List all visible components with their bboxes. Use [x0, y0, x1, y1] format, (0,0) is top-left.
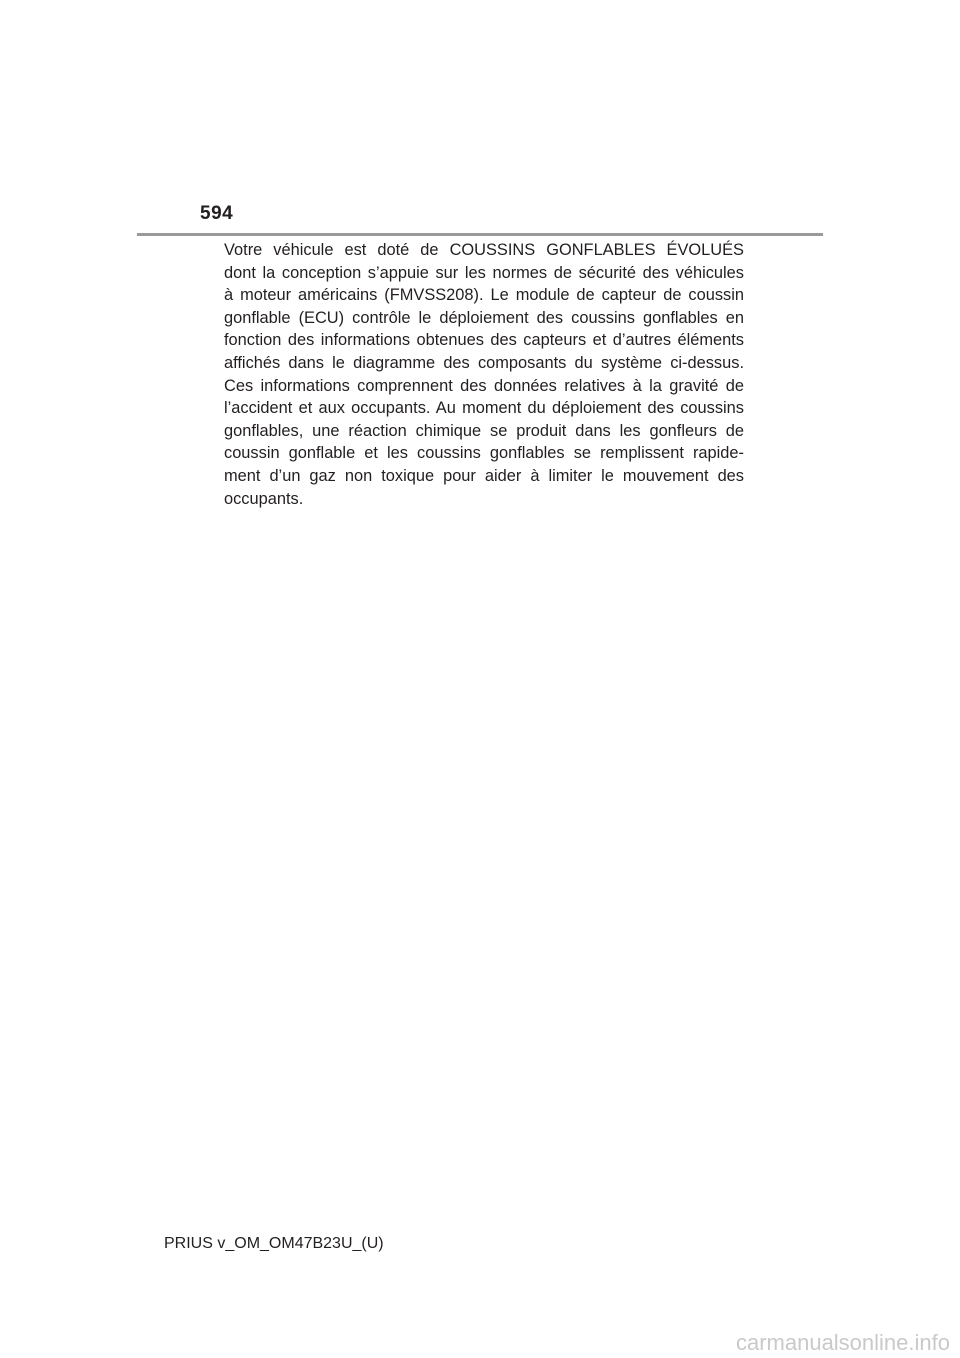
- body-paragraph: [224, 239, 744, 510]
- body-line: affichés dans le diagramme des composants du système ci-dessus.: [224, 353, 744, 372]
- body-line: ment d’un gaz non toxique pour aider à limiter le mouvement des: [224, 466, 744, 485]
- body-line: à moteur américains (FMVSS208). Le module de capteur de coussin: [224, 286, 744, 305]
- body-line: dont la conception s’appuie sur les normes de sécurité des véhicules: [224, 263, 744, 282]
- body-line: fonction des informations obtenues des capteurs et d’autres éléments: [224, 331, 744, 350]
- body-line: l’accident et aux occupants. Au moment du déploiement des coussins: [224, 399, 744, 418]
- body-line: gonflables, une réaction chimique se produit dans les gonfleurs de: [224, 421, 744, 440]
- body-line: occupants.: [224, 489, 304, 508]
- header-rule: [137, 233, 823, 236]
- page-number: 594: [200, 203, 234, 224]
- body-line: Ces informations comprennent des données relatives à la gravité de: [224, 376, 744, 395]
- watermark: carmanualsonline.info: [735, 1330, 950, 1355]
- body-line: coussin gonflable et les coussins gonflables se remplissent rapide-: [224, 444, 744, 463]
- body-line: Votre véhicule est doté de COUSSINS GONFLABLES ÉVOLUÉS: [224, 241, 744, 259]
- body-line: gonflable (ECU) contrôle le déploiement des coussins gonflables en: [224, 308, 744, 327]
- footer-document-code: PRIUS v_OM_OM47B23U_(U): [164, 1235, 384, 1252]
